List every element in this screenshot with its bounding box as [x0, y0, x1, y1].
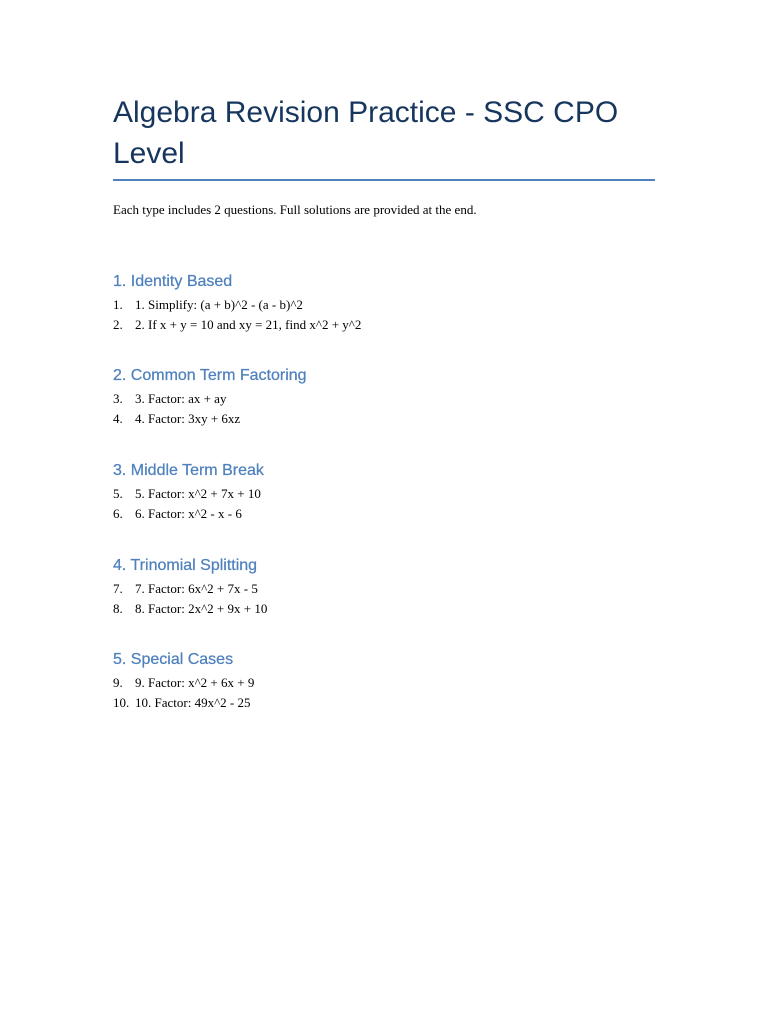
- list-number: 5.: [113, 486, 123, 501]
- section-heading: 2. Common Term Factoring: [113, 367, 307, 384]
- list-item: [113, 295, 655, 315]
- list-item: [113, 504, 655, 524]
- question-text: 4. Factor: 3xy + 6xz: [135, 410, 241, 426]
- list-number: 8.: [113, 600, 123, 616]
- question-text: 10. Factor: 49x^2 - 25: [135, 694, 251, 710]
- question-list: [113, 295, 655, 334]
- list-number: 10.: [113, 694, 130, 710]
- list-item: [113, 673, 655, 693]
- list-number: 4.: [113, 410, 123, 426]
- question-list: [113, 579, 655, 618]
- section-special-cases: [113, 650, 655, 712]
- list-number: 6.: [113, 505, 123, 521]
- document-title: Algebra Revision Practice - SSC CPO Level: [113, 96, 619, 170]
- section-common-term-factoring: [113, 366, 655, 428]
- question-list: [113, 389, 655, 428]
- section-middle-term-break: [113, 461, 655, 523]
- section-heading: 1. Identity Based: [113, 273, 233, 290]
- section-trinomial-splitting: [113, 556, 655, 618]
- question-text: 2. If x + y = 10 and xy = 21, find x^2 + y^2: [135, 316, 362, 332]
- question-list: [113, 673, 655, 712]
- question-text: 8. Factor: 2x^2 + 9x + 10: [135, 600, 268, 616]
- question-text: 7. Factor: 6x^2 + 7x - 5: [135, 581, 258, 596]
- section-heading: 4. Trinomial Splitting: [113, 557, 258, 574]
- list-item: [113, 693, 655, 713]
- list-item: [113, 579, 655, 599]
- section-heading: 5. Special Cases: [113, 651, 234, 668]
- list-item: [113, 409, 655, 429]
- list-number: 7.: [113, 581, 123, 596]
- list-item: [113, 484, 655, 504]
- question-text: 6. Factor: x^2 - x - 6: [135, 505, 242, 521]
- list-number: 9.: [113, 675, 123, 690]
- list-number: 1.: [113, 297, 123, 312]
- list-item: [113, 315, 655, 335]
- list-item: [113, 599, 655, 619]
- intro-text: Each type includes 2 questions. Full solutions are provided at the end.: [113, 202, 477, 217]
- section-identity-based: [113, 272, 655, 334]
- section-heading: 3. Middle Term Break: [113, 462, 264, 479]
- question-text: 1. Simplify: (a + b)^2 - (a - b)^2: [135, 297, 303, 312]
- list-item: [113, 389, 655, 409]
- list-number: 3.: [113, 391, 123, 406]
- question-text: 5. Factor: x^2 + 7x + 10: [135, 486, 261, 501]
- title-underline-rule: [113, 179, 655, 181]
- question-list: [113, 484, 655, 523]
- list-number: 2.: [113, 316, 123, 332]
- question-text: 9. Factor: x^2 + 6x + 9: [135, 675, 255, 690]
- question-text: 3. Factor: ax + ay: [135, 391, 227, 406]
